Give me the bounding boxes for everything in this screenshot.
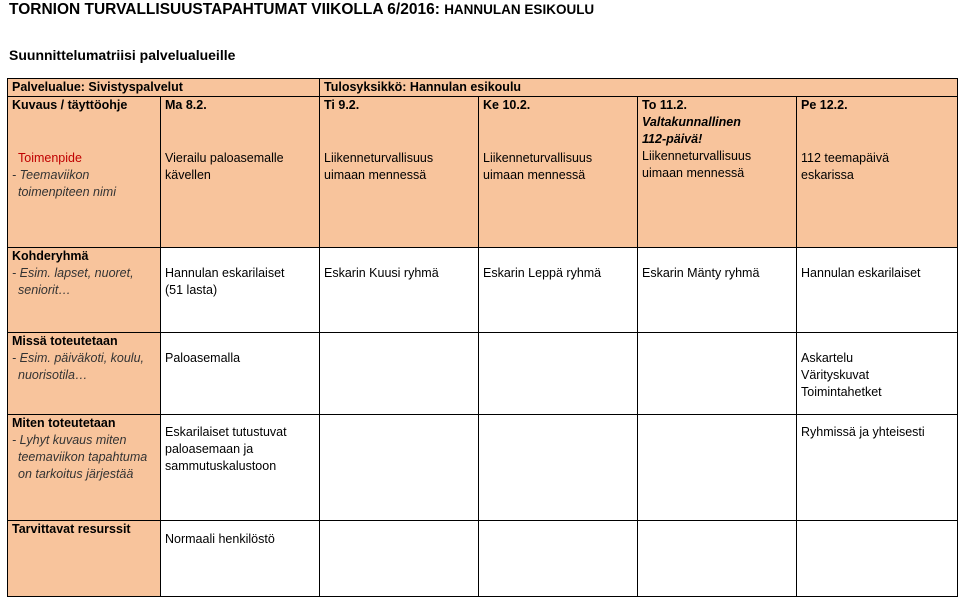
toimenpide-mon-2: kävellen [165,168,211,182]
days-row [8,97,958,248]
missa-tue [320,333,479,415]
title-sub: HANNULAN ESIKOULU [444,2,595,17]
kohderyhma-row [8,248,958,333]
kohderyhma-fri [797,248,958,333]
resurssit-mon-1: Normaali henkilöstö [165,532,275,546]
miten-thu [638,415,797,521]
planning-matrix [7,78,958,597]
kohderyhma-label: Kohderyhmä [12,249,89,263]
row-label-toimenpide [8,97,161,248]
missa-wed [479,333,638,415]
missa-fri-2: Värityskuvat [801,368,870,382]
kohderyhma-tue-1: Eskarin Kuusi ryhmä [324,266,439,280]
tulosyksikko-cell [320,79,958,97]
day-thu: To 11.2. [642,98,687,112]
tulosyksikko-text: Tulosyksikkö: Hannulan esikoulu [324,80,522,94]
resurssit-mon [161,521,320,597]
kohderyhma-hint-2: seniorit… [18,283,71,297]
missa-label: Missä toteutetaan [12,334,118,348]
missa-fri-1: Askartelu [801,351,854,365]
miten-wed [479,415,638,521]
missa-mon-1: Paloasemalla [165,351,241,365]
miten-hint-1: - Lyhyt kuvaus miten [12,433,127,447]
row-label-kohderyhma [8,248,161,333]
kohderyhma-wed [479,248,638,333]
resurssit-label: Tarvittavat resurssit [12,522,131,536]
palvelualue-text: Palvelualue: Sivistyspalvelut [12,80,183,94]
kohderyhma-wed-1: Eskarin Leppä ryhmä [483,266,602,280]
day-tue: Ti 9.2. [324,98,360,112]
miten-fri [797,415,958,521]
title-main: TORNION TURVALLISUUSTAPAHTUMAT VIIKOLLA 6/2016: [9,1,440,18]
row-label-miten [8,415,161,521]
kohderyhma-thu-1: Eskarin Mänty ryhmä [642,266,760,280]
toimenpide-hint-2: toimenpiteen nimi [18,185,116,199]
kohderyhma-fri-1: Hannulan eskarilaiset [801,266,921,280]
day-thu-note-1: Valtakunnallinen [642,115,741,129]
toimenpide-hint-1: - Teemaviikon [12,168,90,182]
day-wed: Ke 10.2. [483,98,531,112]
palvelualue-cell [8,79,320,97]
toimenpide-tue-2: uimaan mennessä [324,168,427,182]
toimenpide-label: Toimenpide [18,151,82,165]
kohderyhma-mon [161,248,320,333]
miten-mon [161,415,320,521]
miten-row [8,415,958,521]
toimenpide-tue-1: Liikenneturvallisuus [324,151,434,165]
kohderyhma-mon-1: Hannulan eskarilaiset [165,266,285,280]
header-row [8,79,958,97]
missa-fri [797,333,958,415]
miten-mon-2: paloasemaan ja [165,442,254,456]
miten-hint-2: teemaviikon tapahtuma [18,450,148,464]
resurssit-wed [479,521,638,597]
document-title [9,1,594,19]
day-fri-cell [797,97,958,248]
toimenpide-thu-1: Liikenneturvallisuus [642,149,752,163]
miten-fri-1: Ryhmissä ja yhteisesti [801,425,925,439]
day-fri: Pe 12.2. [801,98,848,112]
missa-row [8,333,958,415]
kohderyhma-tue [320,248,479,333]
miten-label: Miten toteutetaan [12,416,116,430]
miten-tue [320,415,479,521]
missa-thu [638,333,797,415]
missa-fri-3: Toimintahetket [801,385,882,399]
row-label-resurssit [8,521,161,597]
toimenpide-wed-2: uimaan mennessä [483,168,586,182]
missa-hint-1: - Esim. päiväkoti, koulu, [12,351,144,365]
miten-mon-3: sammutuskalustoon [165,459,277,473]
resurssit-row [8,521,958,597]
row-label-missa [8,333,161,415]
kohderyhma-mon-2: (51 lasta) [165,283,218,297]
resurssit-thu [638,521,797,597]
toimenpide-fri-2: eskarissa [801,168,854,182]
toimenpide-wed-1: Liikenneturvallisuus [483,151,593,165]
day-wed-cell [479,97,638,248]
document-subtitle: Suunnittelumatriisi palvelualueille [9,47,236,63]
miten-mon-1: Eskarilaiset tutustuvat [165,425,287,439]
day-tue-cell [320,97,479,248]
resurssit-fri [797,521,958,597]
day-thu-cell [638,97,797,248]
days-label: Kuvaus / täyttöohje [12,98,128,112]
miten-hint-3: on tarkoitus järjestää [18,467,134,481]
day-thu-note-2: 112-päivä! [642,132,703,146]
missa-mon [161,333,320,415]
toimenpide-thu-2: uimaan mennessä [642,166,745,180]
missa-hint-2: nuorisotila… [18,368,88,382]
toimenpide-fri-1: 112 teemapäivä [801,151,890,165]
kohderyhma-hint-1: - Esim. lapset, nuoret, [12,266,134,280]
kohderyhma-thu [638,248,797,333]
day-mon: Ma 8.2. [165,98,207,112]
day-mon-cell [161,97,320,248]
toimenpide-mon-1: Vierailu paloasemalle [165,151,284,165]
resurssit-tue [320,521,479,597]
